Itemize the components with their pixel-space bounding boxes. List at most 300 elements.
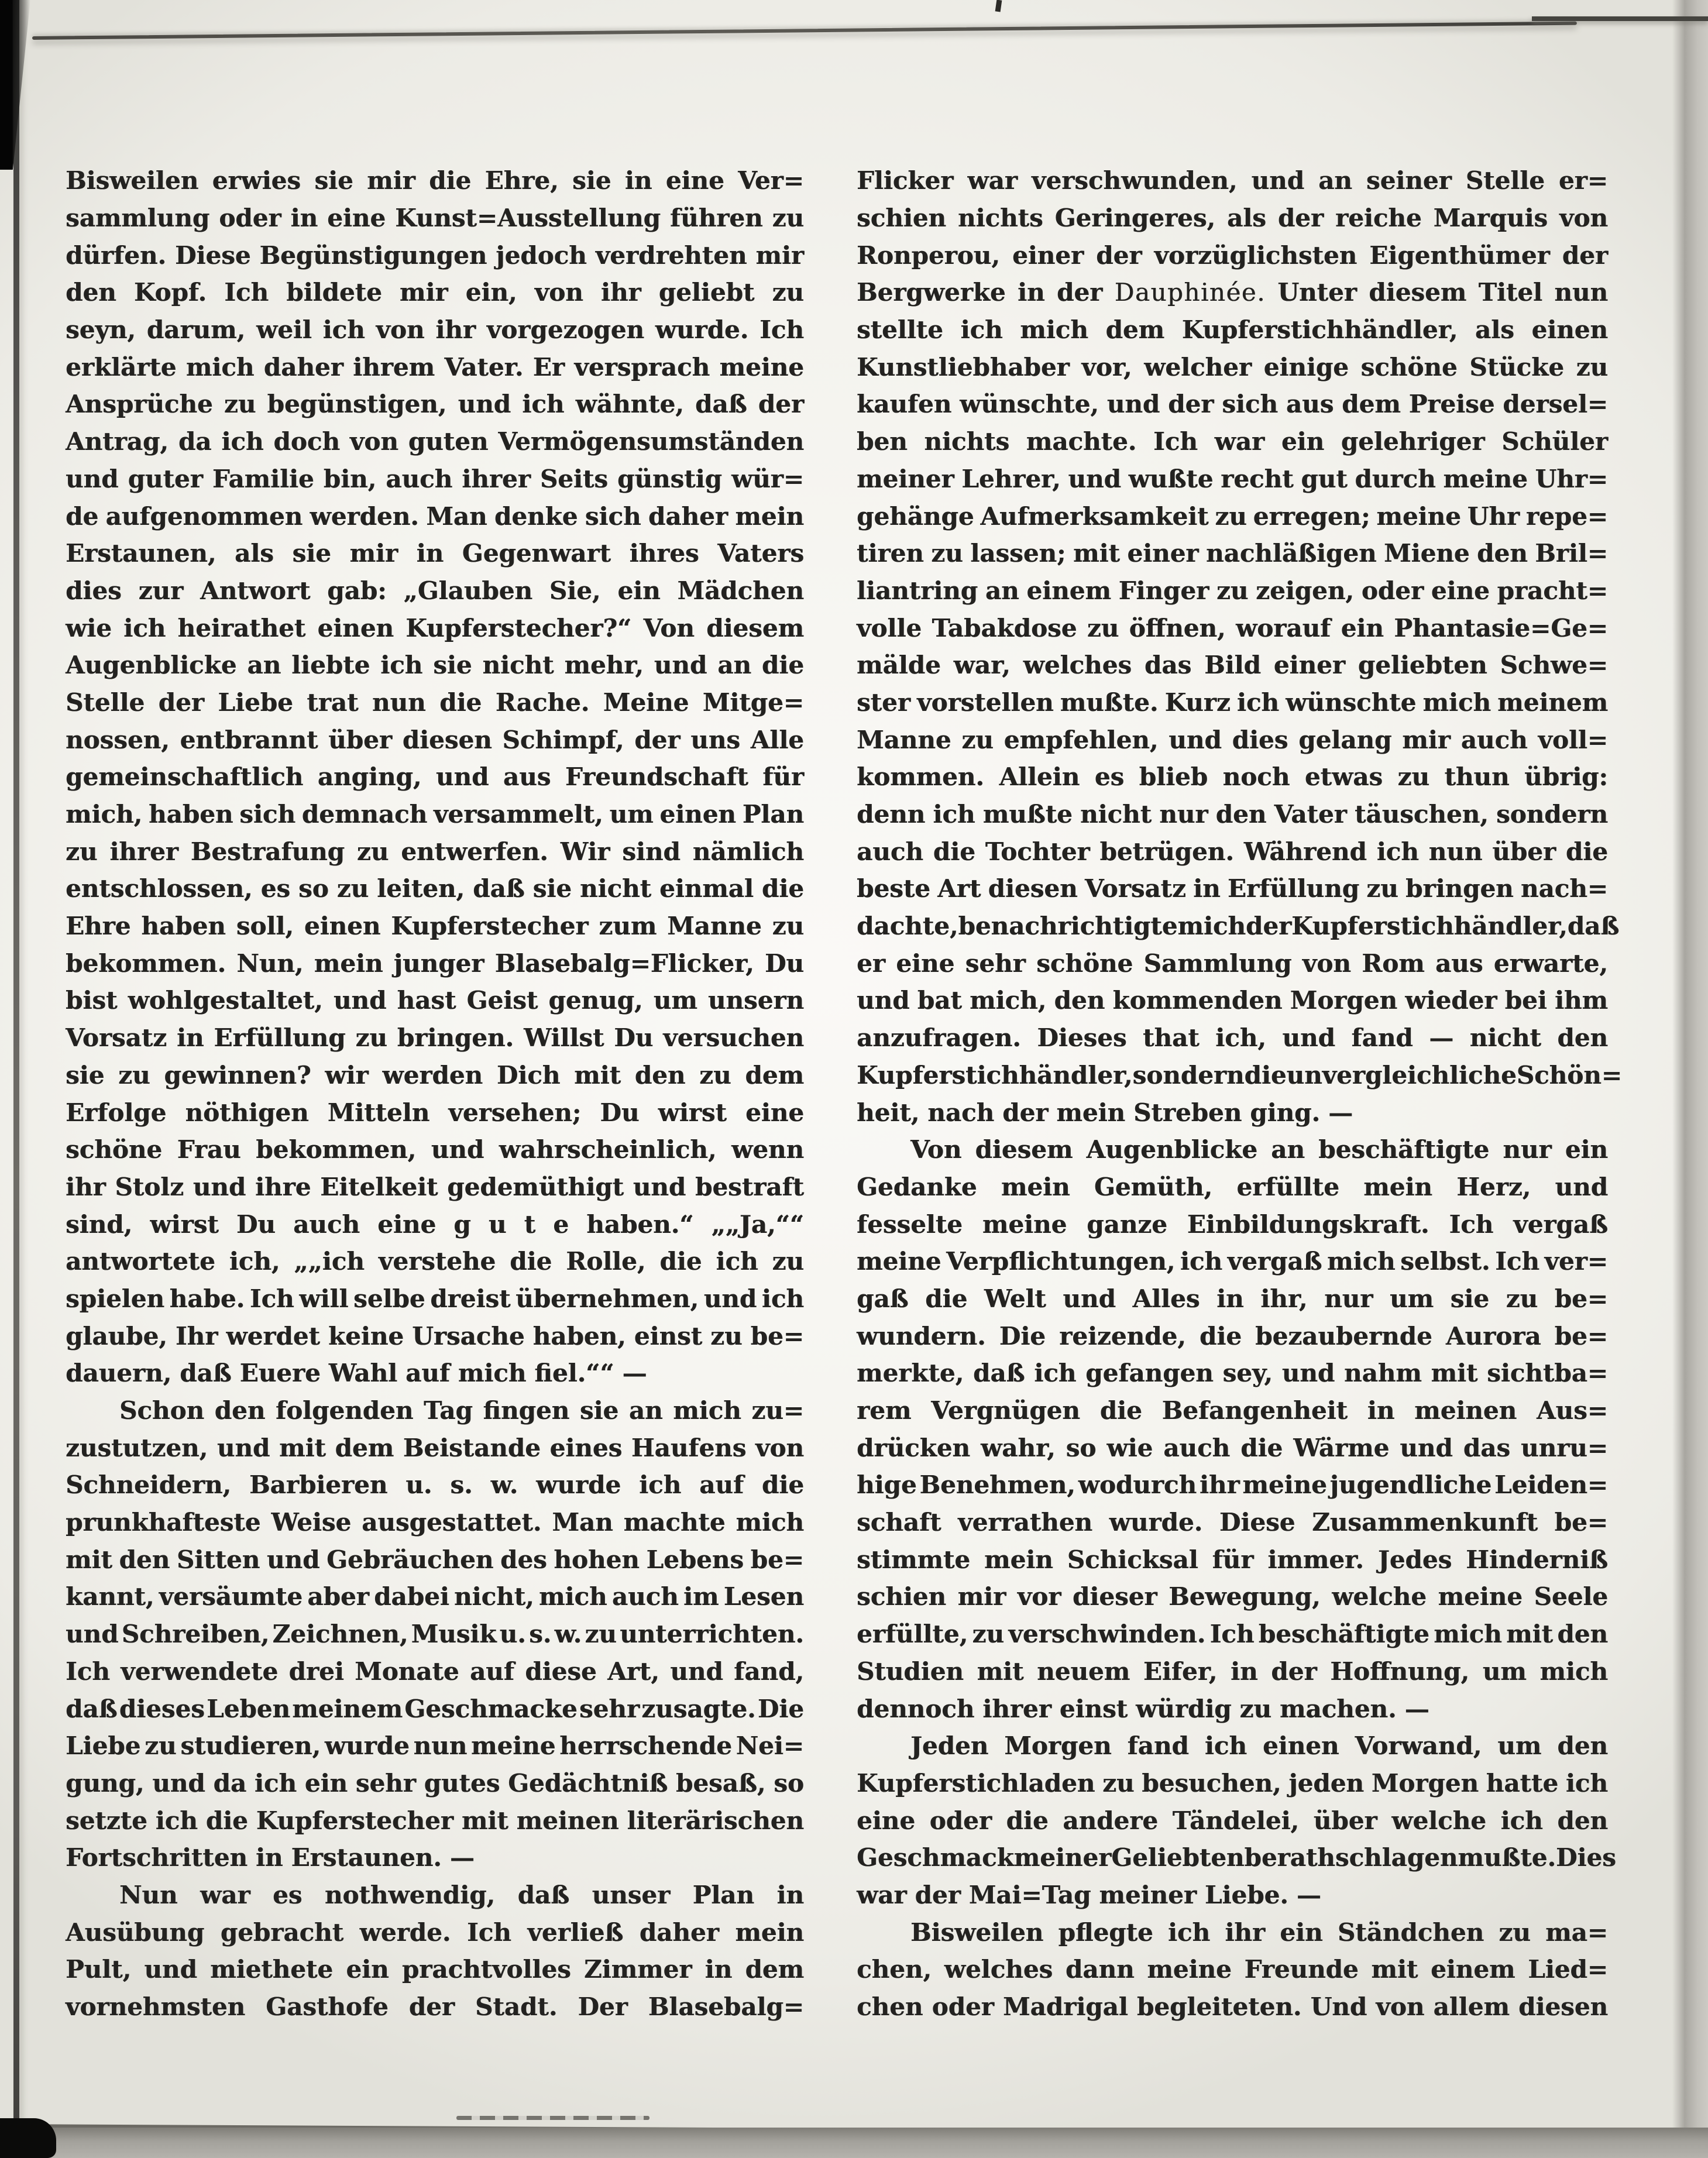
word: be=	[750, 1545, 804, 1574]
word: Stelle	[66, 688, 145, 717]
word: ihrer	[109, 837, 178, 866]
word: nun	[372, 688, 426, 717]
word: mit	[1431, 1359, 1478, 1388]
word: die	[1099, 1396, 1142, 1425]
word: literärischen	[627, 1806, 804, 1835]
word: ihrer	[462, 464, 531, 493]
word: einen	[1262, 1731, 1339, 1761]
word: erfüllte	[1236, 1172, 1339, 1201]
word: zu	[961, 725, 994, 754]
word: mein	[1363, 1172, 1432, 1201]
word: Unter	[1277, 278, 1357, 307]
word: Benehmen,	[919, 1470, 1075, 1500]
word: schaft	[857, 1508, 941, 1537]
word: dem	[335, 1433, 394, 1462]
word: eine	[745, 1098, 804, 1127]
word: es	[272, 1880, 303, 1909]
word: —	[449, 1843, 475, 1872]
word: und	[1068, 464, 1121, 493]
text-line	[857, 1690, 1608, 1727]
word: eine	[1431, 576, 1490, 605]
word: zu	[355, 1023, 387, 1053]
word: dürfen.	[66, 240, 166, 270]
word: mich	[1020, 315, 1088, 345]
word: pflegte	[1058, 1918, 1153, 1947]
word: g	[453, 1209, 471, 1239]
word: einen	[317, 613, 394, 642]
word: die	[925, 1284, 968, 1313]
word: vor	[1017, 1582, 1061, 1611]
text-line	[857, 1653, 1608, 1690]
word: war	[200, 1880, 250, 1909]
word: die	[1240, 1433, 1283, 1462]
word: ich	[1204, 1731, 1247, 1761]
word: Bestrafung	[190, 837, 345, 866]
word: ihres	[629, 539, 699, 568]
word: nicht	[1469, 1023, 1541, 1053]
text-line	[66, 1913, 804, 1951]
word: Weise	[271, 1508, 352, 1537]
word: um	[609, 800, 654, 829]
word: zu	[1216, 576, 1249, 605]
word: gefangen	[1085, 1359, 1214, 1388]
word: meine	[1147, 1955, 1232, 1984]
word: Vorsatz	[66, 1023, 167, 1053]
word: meine	[1376, 501, 1461, 531]
word: und	[703, 1284, 757, 1313]
word: daher	[263, 352, 343, 382]
word: fand,	[734, 1657, 804, 1686]
text-line	[857, 1169, 1608, 1206]
word: der	[1245, 912, 1292, 941]
word: jedoch	[496, 240, 587, 270]
word: mich	[1434, 1620, 1502, 1649]
word: chen,	[857, 1955, 932, 1984]
word: unser	[592, 1880, 671, 1909]
word: drücken	[857, 1433, 970, 1462]
word: und	[1281, 1359, 1335, 1388]
word: Kupferstecher	[256, 1806, 453, 1835]
word: Schneidern,	[66, 1470, 232, 1500]
word: besuchen,	[1142, 1768, 1281, 1798]
word: sich	[1222, 390, 1278, 419]
word: den	[1557, 1731, 1608, 1761]
word: keine	[328, 1321, 404, 1351]
word: sich	[585, 501, 641, 531]
word: nach	[927, 1098, 995, 1127]
text-line	[66, 162, 804, 200]
word: dem	[745, 1060, 804, 1090]
word: Kunst=Ausstellung	[395, 204, 661, 233]
text-line	[857, 1317, 1608, 1355]
word: jugendliche	[1329, 1470, 1492, 1500]
word: würdig	[1136, 1694, 1232, 1723]
word: Schimpf,	[502, 725, 624, 754]
word: Marquis	[1433, 204, 1548, 233]
word: Schreiben,	[121, 1620, 270, 1649]
text-line	[66, 1280, 804, 1318]
word: unsern	[707, 986, 804, 1015]
text-line	[66, 684, 804, 721]
word: über	[1313, 1806, 1377, 1835]
word: „Glauben	[403, 576, 532, 605]
word: ganze	[1087, 1209, 1167, 1239]
word: Vaters	[717, 539, 804, 568]
word: einer	[1012, 240, 1084, 270]
word: die	[439, 688, 482, 717]
word: wurde.	[1109, 1508, 1203, 1537]
word: Blasebalg=	[648, 1992, 804, 2022]
word: nachläßigen	[1205, 539, 1377, 568]
word: ein	[1281, 427, 1325, 456]
word: ausgestattet.	[362, 1508, 542, 1537]
word: sie	[1450, 1284, 1489, 1313]
word: nämlich	[692, 837, 804, 866]
word: nicht	[482, 651, 554, 680]
word: Von	[910, 1135, 962, 1164]
word: von	[1559, 204, 1608, 233]
word: wirst	[150, 1209, 219, 1239]
word: ich	[1500, 1806, 1543, 1835]
word: die	[1244, 1060, 1287, 1090]
word: in	[704, 1955, 733, 1984]
word: einen	[304, 912, 381, 941]
word: Ansprüche	[66, 390, 213, 419]
word: dersel=	[1503, 390, 1608, 419]
word: Ich	[1495, 1247, 1539, 1276]
word: Ich	[66, 1657, 110, 1686]
word: Stücke	[1469, 352, 1564, 382]
word: rem	[857, 1396, 912, 1425]
word: begleiteten.	[1136, 1992, 1302, 2022]
word: dies	[1232, 725, 1288, 754]
word: nach=	[1520, 874, 1608, 903]
word: zu	[1397, 762, 1429, 792]
word: dies	[66, 576, 122, 605]
text-line	[66, 908, 804, 945]
word: Aufmerksamkeit	[980, 501, 1209, 531]
word: und	[333, 986, 387, 1015]
word: Freundschaft	[565, 762, 748, 792]
word: „„ich	[294, 1247, 365, 1276]
word: glaube,	[66, 1321, 167, 1351]
word: diesem	[706, 613, 804, 642]
word: zum	[599, 912, 657, 941]
word: ein	[1341, 613, 1384, 642]
word: ihr	[66, 1172, 106, 1201]
word: entwerfen.	[401, 837, 548, 866]
word: Beistande	[403, 1433, 541, 1462]
word: ich	[1167, 1918, 1211, 1947]
word: an	[1271, 1135, 1305, 1164]
word: e	[553, 1209, 569, 1239]
word: das	[1144, 651, 1192, 680]
word: Rom	[1362, 949, 1425, 978]
text-line	[857, 684, 1608, 721]
word: berathschlagen	[1244, 1843, 1458, 1872]
word: thun	[1444, 762, 1510, 792]
word: mich	[185, 352, 255, 382]
word: Stadt.	[475, 1992, 558, 2022]
word: auch	[1460, 725, 1528, 754]
word: war	[857, 1880, 907, 1909]
word: nahm	[1343, 1359, 1422, 1388]
word: worauf	[1236, 613, 1331, 642]
text-line	[66, 982, 804, 1019]
text-line	[857, 609, 1608, 647]
word: meine	[1242, 1470, 1327, 1500]
word: ein	[1280, 1918, 1323, 1947]
word: stimmte	[857, 1545, 971, 1574]
word: den	[1215, 800, 1267, 829]
word: von	[1302, 949, 1351, 978]
word: den	[1557, 1806, 1608, 1835]
word: leiten,	[377, 874, 465, 903]
text-line	[857, 1429, 1608, 1466]
word: die	[761, 874, 804, 903]
word: dem	[745, 1955, 804, 1984]
word: versammelt,	[434, 800, 603, 829]
word: Zimmer	[584, 1955, 692, 1984]
word: etwas	[1304, 762, 1383, 792]
word: Geschmack	[857, 1843, 1014, 1872]
text-line	[857, 1541, 1608, 1578]
word: Pult,	[66, 1955, 132, 1984]
word: ich	[716, 1247, 758, 1276]
word: Erfolge	[66, 1098, 167, 1127]
word: nur	[1324, 1284, 1373, 1313]
word: aber	[307, 1582, 369, 1611]
word: mußte.	[1060, 688, 1159, 717]
word: meine	[1438, 1582, 1523, 1611]
text-line	[857, 1578, 1608, 1616]
word: geliebt	[658, 278, 755, 307]
word: wie	[1106, 1433, 1153, 1462]
text-line	[66, 1131, 804, 1169]
word: fesselte	[857, 1209, 963, 1239]
word: reiche	[1335, 204, 1422, 233]
word: ein,	[465, 278, 517, 307]
word: zu	[710, 1321, 743, 1351]
word: entbrannt	[180, 725, 318, 754]
word: gedemüthigt	[447, 1172, 624, 1201]
word: besaß,	[675, 1768, 766, 1798]
text-line	[857, 1504, 1608, 1541]
word: Verpflichtungen,	[946, 1247, 1176, 1276]
word: Ich	[249, 1284, 294, 1313]
word: machen.	[1279, 1694, 1397, 1723]
word: sie	[433, 651, 472, 680]
word: ich	[123, 613, 166, 642]
text-line	[66, 497, 804, 535]
word: nothwendig,	[324, 1880, 496, 1909]
word: versuchen	[663, 1023, 804, 1053]
word: zusagte.	[641, 1694, 756, 1723]
word: vornehmsten	[66, 1992, 246, 2022]
word: anzufragen.	[857, 1023, 1021, 1053]
word: Schon	[119, 1396, 204, 1425]
text-line	[857, 1839, 1616, 1877]
word: Miene	[1384, 539, 1470, 568]
word: be=	[750, 1321, 804, 1351]
word: u	[488, 1209, 507, 1239]
word: Finger	[1118, 576, 1209, 605]
page-bottom-shadow-band	[0, 2128, 1708, 2158]
word: einem	[1026, 576, 1111, 605]
word: war	[967, 166, 1018, 195]
word: Jeden	[910, 1731, 989, 1761]
word: ich	[1034, 1359, 1077, 1388]
word: sehr	[965, 949, 1026, 978]
word: oder	[929, 1806, 992, 1835]
word: bist	[66, 986, 118, 1015]
text-line	[66, 1355, 804, 1392]
word: einer	[1127, 539, 1199, 568]
word: zu	[336, 874, 369, 903]
text-line	[857, 796, 1608, 833]
word: Hoffnung,	[1330, 1657, 1469, 1686]
word: in	[1231, 1657, 1258, 1686]
word: die	[510, 1247, 552, 1276]
word: daher	[648, 501, 728, 531]
word: um	[1482, 1657, 1527, 1686]
word: Vater	[1274, 800, 1347, 829]
word: Barbieren	[249, 1470, 388, 1500]
text-line	[66, 348, 804, 386]
text-line	[66, 1243, 804, 1280]
text-line	[857, 721, 1608, 758]
word: Liebe	[218, 688, 293, 717]
word: nöthigen	[185, 1098, 309, 1127]
word: ihr	[1225, 1918, 1265, 1947]
word: diesen	[988, 874, 1078, 903]
word: und	[1251, 166, 1304, 195]
word: Man	[552, 1508, 613, 1537]
word: der	[158, 688, 204, 717]
text-line	[66, 1877, 804, 1914]
word: der	[758, 390, 804, 419]
text-line	[66, 1727, 804, 1765]
word: Alle	[750, 725, 804, 754]
word: machte	[623, 1508, 726, 1537]
word: für	[762, 762, 804, 792]
word: ich,	[229, 1247, 280, 1276]
word: Haufens	[631, 1433, 747, 1462]
word: Eigenthümer	[1369, 240, 1550, 270]
word: nichts	[924, 427, 1010, 456]
word: fand	[1127, 1731, 1189, 1761]
word: sie	[314, 166, 353, 195]
text-line	[66, 1169, 804, 1206]
text-line	[66, 1988, 804, 2026]
word: in	[1216, 1284, 1244, 1313]
word: auf	[469, 1657, 514, 1686]
word: ihr,	[1260, 1284, 1308, 1313]
word: Schüler	[1501, 427, 1608, 456]
text-line	[857, 461, 1608, 498]
word: in	[416, 539, 444, 568]
word: wußte	[1128, 464, 1214, 493]
word: meine	[1443, 464, 1528, 493]
word: Titel	[1478, 278, 1542, 307]
word: bildete	[286, 278, 382, 307]
text-line	[857, 1988, 1608, 2026]
word: Seele	[1534, 1582, 1608, 1611]
word: ich	[960, 315, 1003, 345]
word: in	[176, 1023, 204, 1053]
word: zu	[118, 1060, 150, 1090]
word: und	[633, 1172, 686, 1201]
text-line	[857, 423, 1608, 461]
word: gaß	[857, 1284, 909, 1313]
word: bekommen.	[66, 949, 226, 978]
word: und	[144, 1955, 197, 1984]
word: der	[1096, 240, 1142, 270]
word: mehr,	[564, 651, 644, 680]
word: aus	[1286, 390, 1334, 419]
text-line	[857, 1913, 1608, 1951]
word: eine	[665, 166, 724, 195]
book-gutter-line	[13, 0, 19, 2158]
word: Art	[937, 874, 981, 903]
word: erregen;	[1253, 501, 1370, 531]
word: in	[624, 166, 652, 195]
word: die	[761, 651, 804, 680]
word: die	[933, 837, 975, 866]
word: sind	[622, 837, 681, 866]
word: vergaß	[1227, 1247, 1322, 1276]
word: Kupferstecher	[391, 912, 589, 941]
word: der	[408, 1992, 455, 2022]
word: Vergnügen	[931, 1396, 1080, 1425]
word: dem	[1105, 315, 1164, 345]
word: von	[755, 1433, 804, 1462]
word: ich	[254, 1768, 297, 1798]
word: führen	[669, 204, 763, 233]
word: Kupferstichhändler,	[1291, 912, 1568, 941]
word: meiner	[1099, 1880, 1197, 1909]
word: der	[634, 725, 681, 754]
word: Morgen	[1371, 1768, 1479, 1798]
word: um	[653, 986, 697, 1015]
word: Hinderniß	[1466, 1545, 1608, 1574]
word: Du	[614, 1023, 654, 1053]
word: Manne	[667, 912, 762, 941]
word: für	[1212, 1545, 1254, 1574]
word: Monate	[355, 1657, 459, 1686]
word: den	[66, 278, 116, 307]
word: die	[1199, 1321, 1242, 1351]
text-line	[857, 1131, 1608, 1169]
word: begünstigen,	[267, 390, 447, 419]
word: reizende,	[1059, 1321, 1186, 1351]
word: eines	[549, 1433, 623, 1462]
word: wirst	[658, 1098, 727, 1127]
word: Vorsatz	[1084, 874, 1186, 903]
word: betrügen.	[1099, 837, 1234, 866]
text-line	[857, 1392, 1608, 1429]
word: vor,	[1081, 352, 1132, 382]
word: es	[260, 874, 290, 903]
text-line	[857, 1616, 1608, 1653]
word: die	[205, 1806, 248, 1835]
word: Meine	[603, 688, 689, 717]
word: sie	[292, 539, 331, 568]
word: dreist	[430, 1284, 511, 1313]
word: Liebe.	[1204, 1880, 1288, 1909]
word: kommenden	[1112, 986, 1283, 1015]
word: Erstaunen,	[66, 539, 216, 568]
